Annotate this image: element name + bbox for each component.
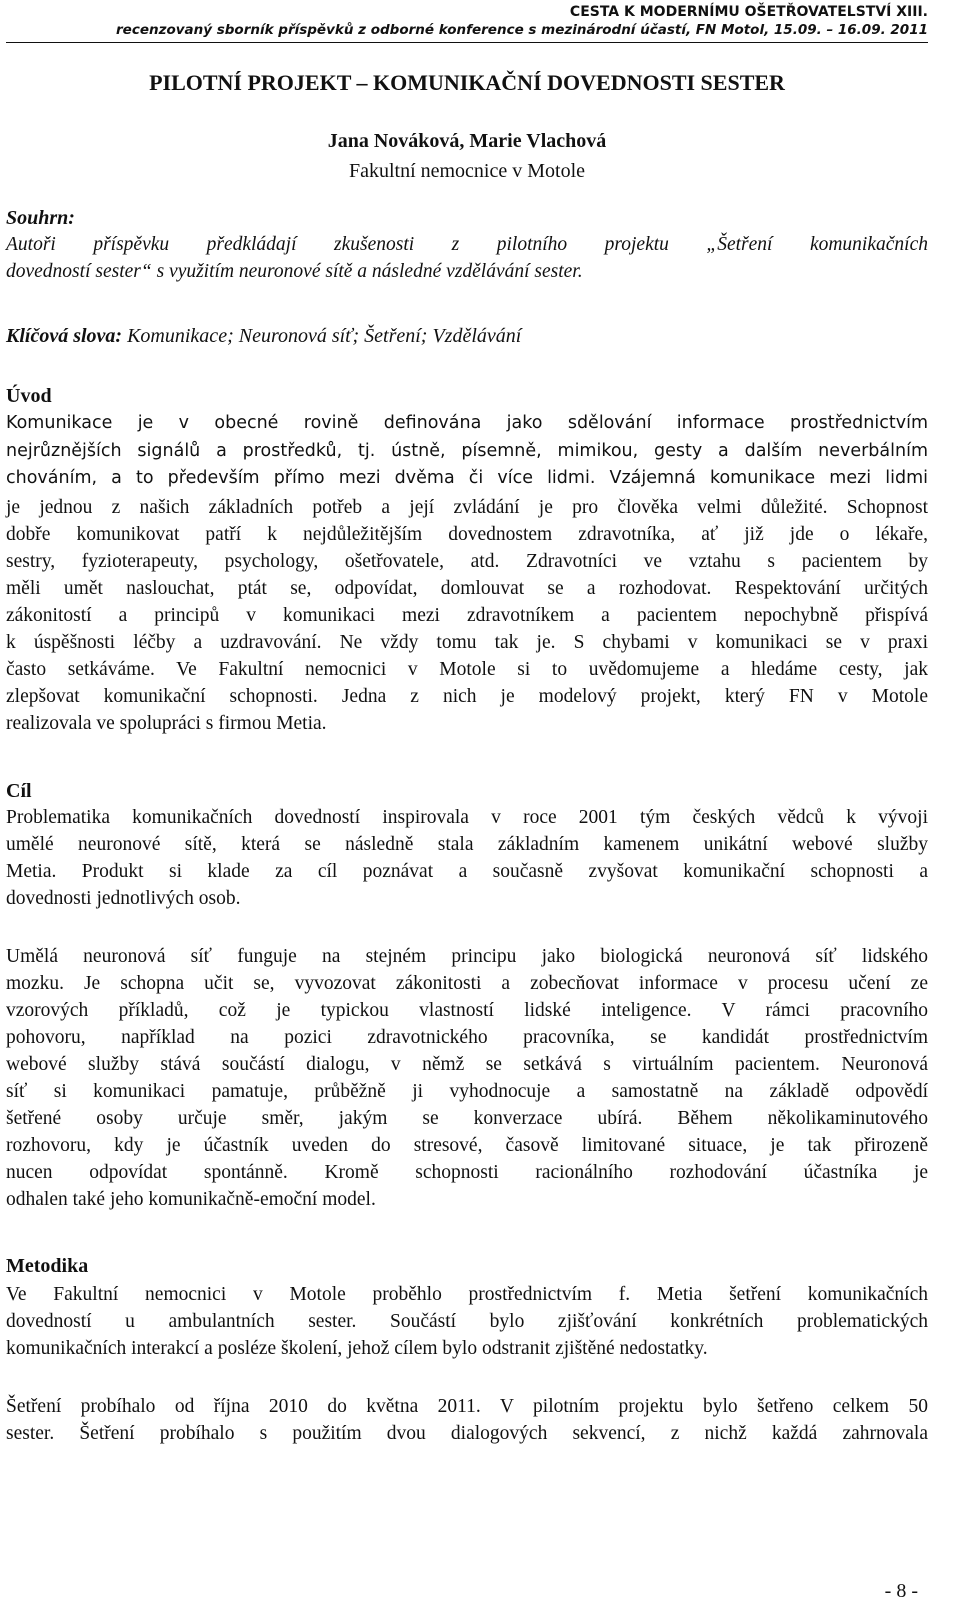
paper-affiliation: Fakultní nemocnice v Motole [348, 160, 586, 182]
text-line: měli umět naslouchat, ptát se, odpovídat, domlouvat se a rozhodovat. Respektování určitých [6, 578, 928, 599]
text-line: zlepšovat komunikační schopnosti. Jedna z nich je modelový projekt, který FN v Motole [6, 686, 928, 707]
text-line: nejrůznějších signálů a prostředků, tj. ústně, písemně, mimikou, gesty a dalším neverbálním [6, 440, 928, 461]
text-line: dobře komunikovat patří k nejdůležitějším dovednostem zdravotníka, ať již jde o lékaře, [6, 524, 928, 545]
text-line: rozhovoru, kdy je účastník uveden do stresové, časově limitované situace, je tak přirozeně [6, 1135, 928, 1156]
text-line: odhalen také jeho komunikačně-emoční model. [6, 1189, 376, 1210]
header-rule [6, 42, 928, 43]
text-line: je jednou z našich základních potřeb a její zvládání je pro člověka velmi důležité. Schopnost [6, 497, 928, 518]
text-line: sester. Šetření probíhalo s použitím dvou dialogových sekvencí, z nichž každá zahrnovala [6, 1423, 928, 1444]
uvod-paragraph-part2 [6, 494, 928, 737]
text-line: mozku. Je schopna učit se, vyvozovat zákonitosti a zobecňovat informace v procesu učení ze [6, 973, 928, 994]
cil-paragraph-2 [6, 943, 928, 1213]
text-line: zákonitostí a principů v komunikaci mezi zdravotníkem a pacientem nepochybně přispívá [6, 605, 928, 626]
text-line: často setkáváme. Ve Fakultní nemocnici v Motole si to uvědomujeme a hledáme cesty, jak [6, 659, 928, 680]
text-line: Metia. Produkt si klade za cíl poznávat a současně zvyšovat komunikační schopnosti a [6, 861, 928, 882]
text-line: dovedností u ambulantních sester. Součástí bylo zjišťování konkrétních problematických [6, 1311, 928, 1332]
keywords-label: Klíčová slova: [6, 325, 123, 347]
text-line: šetřené osoby určuje směr, jakým se konverzace ubírá. Během několikaminutového [6, 1108, 928, 1129]
text-line: k úspěšnosti léčby a uzdravování. Ne vždy tomu tak je. S chybami v komunikaci se v praxi [6, 632, 928, 653]
section-heading-uvod: Úvod [6, 385, 52, 407]
summary-line: Autoři příspěvku předkládají zkušenosti z pilotního projektu „Šetření komunikačních [6, 234, 928, 255]
text-line: pohovoru, například na pozici zdravotnického pracovníka, se kandidát prostřednictvím [6, 1027, 928, 1048]
page-number: - 8 - [884, 1580, 918, 1602]
cil-paragraph-1 [6, 804, 928, 912]
running-header-title: CESTA K MODERNÍMU OŠETŘOVATELSTVÍ XIII. [569, 4, 928, 20]
uvod-paragraph-part1 [6, 410, 928, 493]
text-line: vzorových příkladů, což je typickou vlastností lidské inteligence. V rámci pracovního [6, 1000, 928, 1021]
keywords [6, 325, 521, 348]
text-line: nucen odpovídat spontánně. Kromě schopnosti racionálního rozhodování účastníka je [6, 1162, 928, 1183]
text-line: komunikačních interakcí a posléze školení, jehož cílem bylo odstranit zjištěné nedostatky. [6, 1338, 708, 1359]
summary-text [6, 231, 928, 285]
keywords-text: Komunikace; Neuronová síť; Šetření; Vzdělávání [122, 325, 522, 347]
text-line: Umělá neuronová síť funguje na stejném principu jako biologická neuronová síť lidského [6, 946, 928, 967]
paper-title: PILOTNÍ PROJEKT – KOMUNIKAČNÍ DOVEDNOSTI SESTER [149, 70, 785, 95]
text-line: webové služby stává součástí dialogu, v němž se setkává s virtuálním pacientem. Neuronová [6, 1054, 928, 1075]
summary-line: dovedností sester“ s využitím neuronové sítě a následné vzdělávání sester. [6, 261, 583, 282]
text-line: Problematika komunikačních dovedností inspirovala v roce 2001 tým českých vědců k vývoji [6, 807, 928, 828]
section-heading-cil: Cíl [6, 780, 32, 802]
text-line: realizovala ve spolupráci s firmou Metia. [6, 713, 327, 734]
text-line: Šetření probíhalo od října 2010 do května 2011. V pilotním projektu bylo šetřeno celkem 50 [6, 1396, 928, 1417]
text-line: Ve Fakultní nemocnici v Motole proběhlo prostřednictvím f. Metia šetření komunikačních [6, 1284, 928, 1305]
running-header-subtitle: recenzovaný sborník příspěvků z odborné konference s mezinárodní účastí, FN Motol, 15.09. – 16.09. 2011 [116, 22, 928, 38]
text-line: dovednosti jednotlivých osob. [6, 888, 241, 909]
section-heading-metodika: Metodika [6, 1255, 89, 1277]
text-line: sestry, fyzioterapeuty, psychology, ošetřovatele, atd. Zdravotníci ve vztahu s pacientem by [6, 551, 928, 572]
paper-authors: Jana Nováková, Marie Vlachová [327, 130, 607, 152]
text-line: umělé neuronové sítě, která se následně stala základním kamenem unikátní webové služby [6, 834, 928, 855]
text-line: síť si komunikaci pamatuje, průběžně ji vyhodnocuje a samostatně na základě odpovědí [6, 1081, 928, 1102]
text-line: Komunikace je v obecné rovině definována jako sdělování informace prostřednictvím [6, 413, 928, 433]
summary-heading: Souhrn: [6, 207, 75, 229]
metodika-paragraph-2 [6, 1393, 928, 1447]
metodika-paragraph-1 [6, 1281, 928, 1362]
text-line: chováním, a to především přímo mezi dvěma či více lidmi. Vzájemná komunikace mezi lidmi [6, 468, 928, 488]
